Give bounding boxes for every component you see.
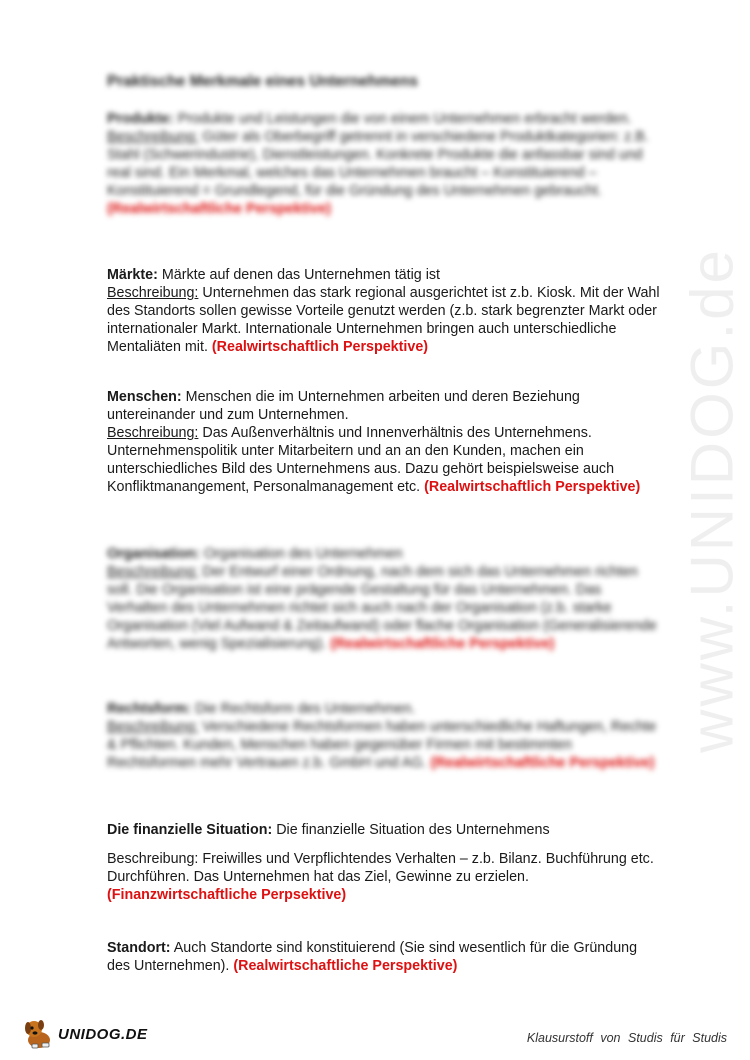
- section-organisation: [107, 545, 662, 653]
- perspective-tag: (Realwirtschaftlich Perspektive): [211, 339, 429, 355]
- section-rechtsform: [107, 700, 662, 772]
- term-definition: Auch Standorte sind konstituierend (Sie sind wesentlich für die Gründung des Unternehmen).: [107, 940, 638, 974]
- perspective-tag: (Realwirtschaftliche Perspektive): [233, 958, 458, 974]
- footer-tagline: Klausurstoff von Studis für Studis: [526, 1031, 727, 1045]
- section-standort: [107, 939, 662, 975]
- term: Standort:: [107, 940, 171, 956]
- description-text: Unternehmen das stark regional ausgerichtet ist z.b. Kiosk. Mit der Wahl des Standorts sollen gewisse Vorteile genutzt werden (z.b. stark begrenzter Markt oder internationaler Markt. Internationale Unternehmen bringen auch unterschiedliche Mentaliäten mit.: [107, 285, 660, 355]
- section-maerkte: [107, 266, 662, 356]
- perspective-tag: (Finanzwirtschaftliche Perpsektive): [107, 887, 347, 903]
- description-text: Güter als Oberbegriff getrennt in verschiedene Produktkategorien: z.B. Stahl (Schwerindustrie), Dienstleistungen. Konkrete Produkte die anfassbar sind und real sind. Ein Merkmal, welches das Unternehmen braucht – Konstituierend – Konstituierend = Grundlegend, für die Gründung des Unternehmen gebraucht.: [107, 129, 649, 199]
- description-label: Beschreibung:: [107, 425, 199, 441]
- description-label: Beschreibung:: [107, 564, 199, 580]
- description-label: Beschreibung:: [107, 851, 199, 867]
- description-text: Freiwilles und Verpflichtendes Verhalten – z.b. Bilanz. Buchführung etc. Durchführen. Das Unternehmen hat das Ziel, Gewinne zu erzielen.: [107, 851, 654, 885]
- description-label: Beschreibung:: [107, 129, 199, 145]
- perspective-tag: (Realwirtschaftliche Perspektive): [330, 636, 555, 652]
- term-definition: Die Rechtsform des Unternehmen.: [195, 701, 416, 717]
- term: Märkte:: [107, 267, 158, 283]
- perspective-tag: (Realwirtschaftliche Perspektive): [430, 755, 655, 771]
- description-label: Beschreibung:: [107, 719, 199, 735]
- page-title: Praktische Merkmale eines Unternehmens: [107, 73, 418, 90]
- term: Organisation:: [107, 546, 200, 562]
- description-text: Der Entwurf einer Ordnung, nach dem sich das Unternehmen richten soll. Die Organisation ist eine prägende Gestaltung für das Unternehmen. Das Verhalten des Unternehmen richtet sich auch nach der Organisation (z.b. starke Organisation (Viel Aufwand & Zeitaufwand) oder flache Organisation (Generalisierende Antworten, wenig Spezialisierung).: [107, 564, 657, 652]
- term: Produkte:: [107, 111, 174, 127]
- watermark: www.UNIDOG.de: [678, 247, 746, 753]
- dog-mascot-icon: [22, 1016, 62, 1052]
- description-label: Beschreibung:: [107, 285, 199, 301]
- description-text: Das Außenverhältnis und Innenverhältnis des Unternehmens. Unternehmenspolitik unter Mitarbeitern und an an den Kunden, machen ein unterschiedliches Bild des Unternehmens aus. Dazu gehört beispielsweise auch Konfliktmanangement, Personalmanagement etc.: [107, 425, 615, 495]
- term-definition: Märkte auf denen das Unternehmen tätig ist: [161, 267, 440, 283]
- section-finanzielle-situation: [107, 821, 662, 904]
- term-definition: Die finanzielle Situation des Unternehmens: [276, 822, 550, 838]
- term-definition: Produkte und Leistungen die von einem Unternehmen erbracht werden.: [177, 111, 632, 127]
- section-menschen: [107, 388, 662, 496]
- term: Die finanzielle Situation:: [107, 822, 273, 838]
- term-definition: Menschen die im Unternehmen arbeiten und deren Beziehung untereinander und zum Unternehmen.: [107, 389, 580, 423]
- term-definition: Organisation des Unternehmen: [203, 546, 403, 562]
- unidog-logo: [22, 1016, 152, 1052]
- section-produkte: [107, 110, 662, 218]
- term: Rechtsform:: [107, 701, 192, 717]
- logo-text: UNIDOG.DE: [58, 1026, 148, 1043]
- perspective-tag: (Realwirtschaftlich Perspektive): [424, 479, 641, 495]
- perspective-tag: (Realwirtschaftliche Perspektive): [107, 201, 332, 217]
- term: Menschen:: [107, 389, 182, 405]
- description-text: Verschiedene Rechtsformen haben unterschiedliche Haftungen, Rechte & Pflichten. Kunden, Menschen haben gegenüber Firmen mit bestimmten Rechtsformen mehr Vertrauen z.b. GmbH und AG.: [107, 719, 657, 771]
